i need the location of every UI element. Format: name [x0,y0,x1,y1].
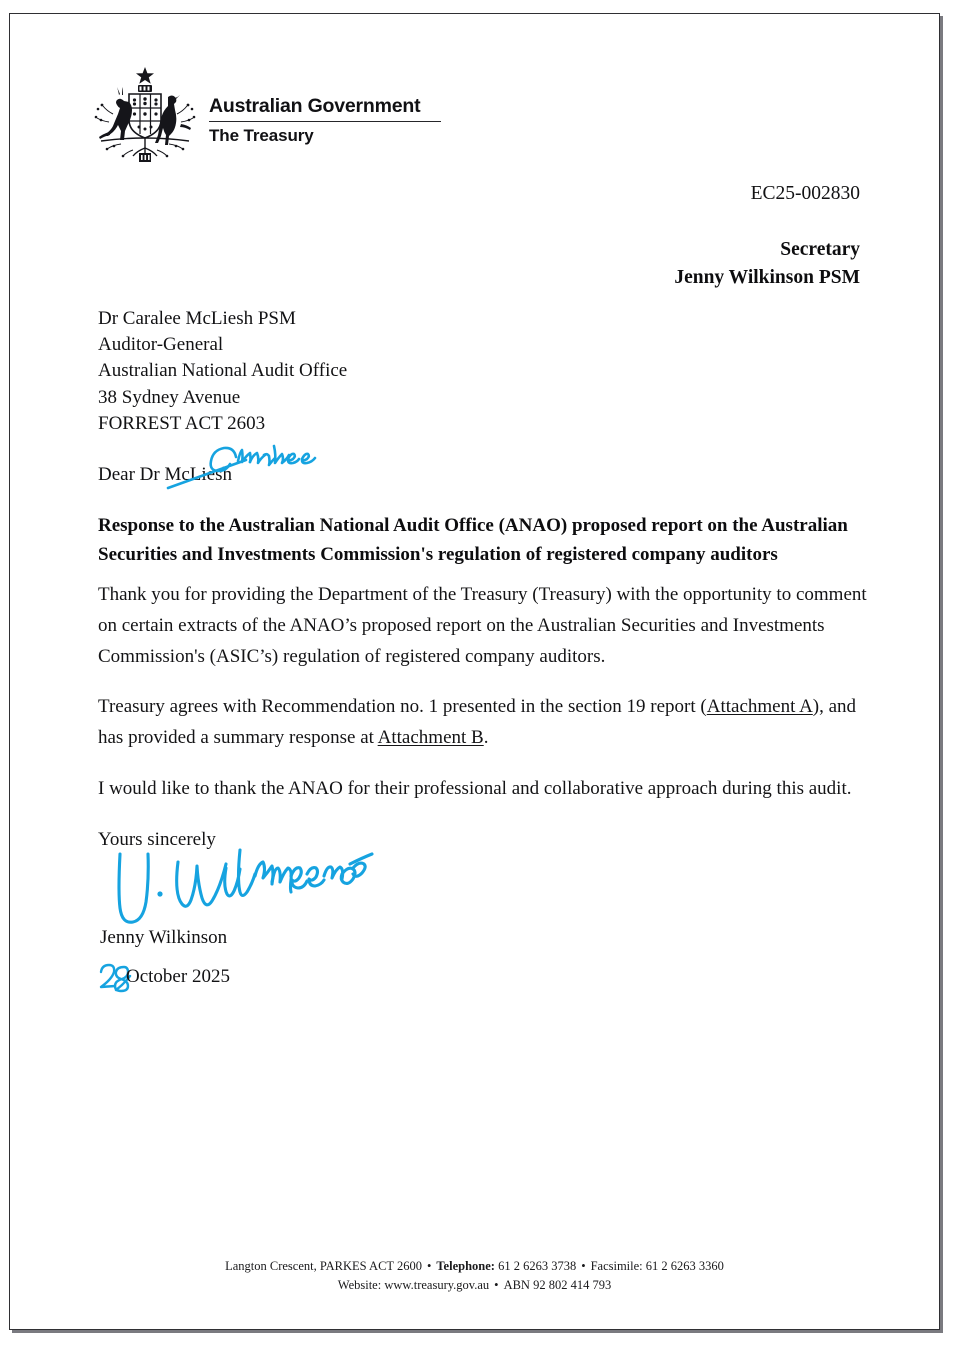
signer-printed-name: Jenny Wilkinson [100,927,228,948]
date-month-year: October 2025 [126,966,230,987]
paragraph-2-text-end: . [483,727,489,749]
body-paragraph-3: I would like to thank the ANAO for their professional and collaborative approach during this audit. [98,777,852,799]
attachment-b-link[interactable]: Attachment B [377,727,484,749]
address-line: Australian National Audit Office [98,360,348,382]
footer-separator-icon: • [426,1259,432,1273]
footer-line-1 [10,1257,939,1276]
subject-heading: Response to the Australian National Audit Office (ANAO) proposed report on the Australian Securities and Investments Commission's regulation of registered company auditors [98,515,848,565]
wordmark-divider [209,121,441,122]
body-paragraph-2 [98,692,868,754]
sender-title-block [674,236,860,291]
footer-separator-icon: • [494,1278,499,1293]
recipient-address [98,306,347,437]
australian-coat-of-arms-icon [89,64,201,168]
letter-body [98,580,868,855]
wordmark-line-the-treasury: The Treasury [209,126,314,146]
address-line: 38 Sydney Avenue [98,386,241,408]
footer-separator-icon: • [581,1259,586,1273]
paragraph-2-text-middle: ), and has provided a summary response at [98,696,857,749]
footer-abn-value: 92 802 414 793 [533,1278,612,1293]
footer-address: Langton Crescent, PARKES ACT 2600 [225,1259,422,1273]
kangaroo-figure [99,87,132,140]
sender-name: Jenny Wilkinson PSM [674,266,860,288]
wordmark-line-australian-government: Australian Government [209,95,421,117]
footer-website-label: Website: [337,1278,382,1293]
reference-number: EC25-002830 [750,183,860,204]
attachment-a-link[interactable]: Attachment A [706,696,813,718]
government-wordmark [209,64,441,146]
letter-page [9,13,940,1330]
address-line: FORREST ACT 2603 [98,412,266,434]
body-paragraph-1: Thank you for providing the Department of the Treasury (Treasury) with the opportunity to comment on certain extracts of the ANAO’s proposed report on the Australian Securities and Investments Commission's (ASIC’s) regulation of registered company auditors. [98,584,867,667]
footer-facsimile-value: 61 2 6263 3360 [645,1259,724,1273]
sender-role: Secretary [780,239,860,260]
salutation-printed: Dear Dr McLiesh [98,464,233,485]
closing-salutation: Yours sincerely [98,828,216,850]
address-line: Dr Caralee McLiesh PSM [98,308,296,329]
footer-telephone-label: Telephone: [436,1259,495,1273]
footer-telephone-value: 61 2 6263 3738 [498,1259,577,1273]
paragraph-2-text-start: Treasury agrees with Recommendation no. 1 presented in the section 19 report ( [98,696,707,718]
handwritten-signature [98,832,438,942]
letterhead [89,64,441,168]
footer-abn-label: ABN [503,1278,530,1293]
salutation-block [98,432,458,492]
footer-facsimile-label: Facsimile: [590,1259,643,1273]
footer-line-2 [10,1276,939,1295]
address-line: Auditor-General [98,334,224,356]
footer-website-value[interactable]: www.treasury.gov.au [384,1278,490,1293]
page-footer [10,1257,939,1296]
